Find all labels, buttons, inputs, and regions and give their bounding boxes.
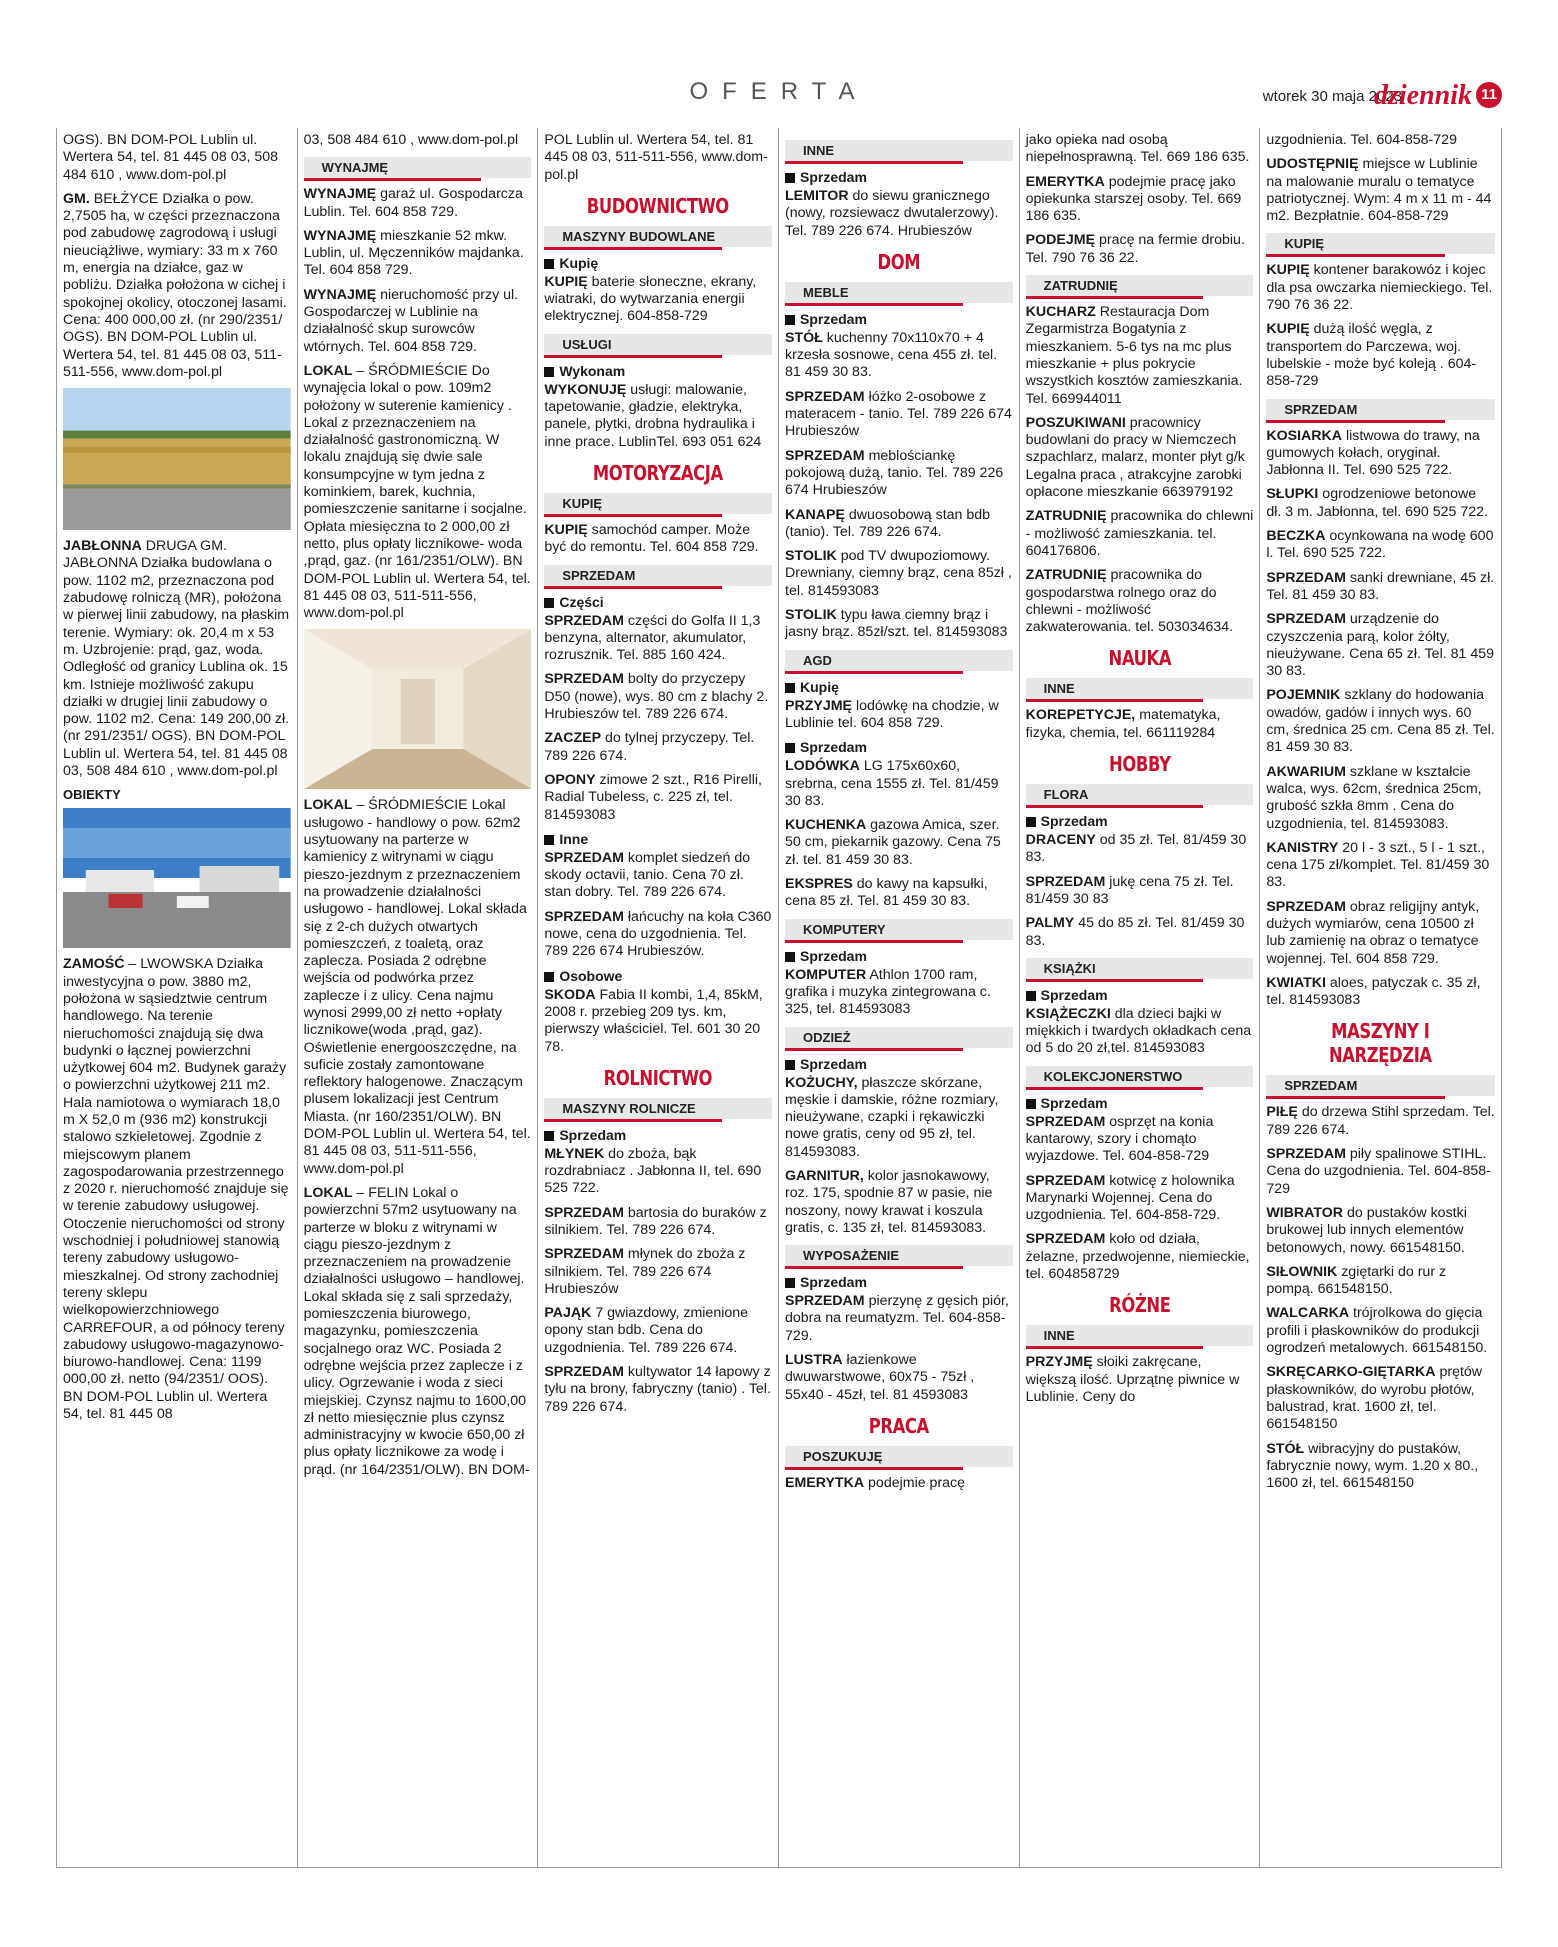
ad: SPRZEDAM koło od działa, żelazne, przedwojenne, niemieckie, tel. 604858729: [1025, 1231, 1250, 1283]
ad: PIŁĘ do drzewa Stihl sprzedam. Tel. 789 226 674.: [1266, 1104, 1495, 1138]
section-header-flora: FLORA: [1026, 784, 1254, 805]
ad: 03, 508 484 610 , www.dom-pol.pl: [303, 132, 519, 148]
ad: GARNITUR, kolor jasnokawowy, roz. 175, spodnie 87 w pasie, nie noszony, nowy krawat i koszula gratis, c. 135 zł, tel. 814593083.: [785, 1167, 993, 1236]
ad: POJEMNIK szklany do hodowania owadów, gadów i innych wys. 60 cm, średnica 25 cm. Cena 85 zł. Tel. 81 459 30 83.: [1266, 687, 1495, 756]
ad: WYNAJMĘ garaż ul. Gospodarcza Lublin. Tel. 604 858 729.: [303, 186, 523, 220]
column-5: [1020, 128, 1261, 1867]
ad: KOREPETYCJE, matematyka, fizyka, chemia, tel. 661119284: [1025, 707, 1221, 741]
ad: PALMY 45 do 85 zł. Tel. 81/459 30 83.: [1025, 915, 1245, 949]
ad: LUSTRA łazienkowe dwuwarstwowe, 60x75 - 75zł , 55x40 - 45zł, tel. 81 4593083: [785, 1352, 975, 1403]
ad: PAJĄK 7 gwiazdowy, zmienione opony stan bdb. Cena do uzgodnienia. Tel. 789 226 674.: [544, 1305, 749, 1356]
page-header: [56, 72, 1502, 120]
ad: POSZUKIWANI pracownicy budowlani do pracy w Niemczech szpachlarz, malarz, monter płyt g/k Legalna praca , atrakcyjne zarobki opłacone mieszkanie 663979192: [1025, 414, 1245, 501]
ad: SPRZEDAM osprzęt na konia kantarowy, szory i chomąto wyjazdowe. Tel. 604-858-729: [1025, 1113, 1214, 1165]
subsection-czesci: Części: [544, 594, 772, 610]
ad: ZATRUDNIĘ pracownika do gospodarstwa rolnego oraz do chlewni - możliwość zakwaterowania. tel. 503034634.: [1025, 567, 1234, 636]
subsection-sprzedam: Sprzedam: [544, 1127, 772, 1143]
subsection-sprzedam: Sprzedam: [785, 1274, 1013, 1290]
ad: SPRZEDAM meblościankę pokojową dużą, tanio. Tel. 789 226 674 Hrubieszów: [785, 447, 1004, 499]
ad: STÓŁ wibracyjny do pustaków, fabrycznie nowy, wym. 1.20 x 80., 1600 zł, tel. 661548150: [1266, 1440, 1479, 1492]
ad: SPRZEDAM bartosia do buraków z silnikiem. Tel. 789 226 674.: [544, 1204, 767, 1238]
interior-corridor-photo: [304, 629, 532, 789]
section-header-poszukuje: POSZUKUJĘ: [785, 1446, 1013, 1467]
ad: GM. BEŁŻYCE Działka o pow. 2,7505 ha, w części przeznaczona pod zabudowę zagrodową i usługi nieuciążliwe, wymiary: 33 m x 760 m, energia na działce, gaz w pobliżu. Działka położona w cichej i spokojnej okolicy, otoczonej lasami. Cena: 400 000,00 zł. (nr 290/2351/ OGS). BN DOM-POL Lublin ul. Wertera 54, tel. 81 445 08 03, 511-511-556, www.dom-pol.pl: [63, 190, 287, 380]
ad: KUCHENKA gazowa Amica, szer. 50 cm, piekarnik gazowy. Cena 75 zł. tel. 81 459 30 83.: [785, 817, 1001, 868]
ad: SPRZEDAM bolty do przyczepy D50 (nowe), wys. 80 cm z blachy 2. Hrubieszów tel. 789 226 674.: [544, 671, 769, 723]
ad: KANAPĘ dwuosobową stan bdb (tanio). Tel. 789 226 674.: [785, 506, 991, 540]
section-header-ksiazki: KSIĄŻKI: [1026, 958, 1254, 979]
section-header-inne: INNE: [1026, 678, 1254, 699]
ad: SPRZEDAM obraz religijny antyk, dużych wymiarów, cena 10500 zł lub zamienię na obraz o tematyce wojennej. Tel. 604 858 729.: [1266, 898, 1480, 967]
ad: ZATRUDNIĘ pracownika do chlewni - możliwość zamieszkania. tel. 604176806.: [1025, 508, 1254, 559]
section-header-obiekty: OBIEKTY: [63, 787, 121, 803]
section-header-odziez: ODZIEŻ: [785, 1027, 1013, 1048]
ad: SPRZEDAM kultywator 14 łapowy z tyłu na brony, fabryczny (tanio) . Tel. 789 226 674.: [544, 1364, 771, 1415]
ad: SPRZEDAM kotwicę z holownika Marynarki Wojennej. Cena do uzgodnienia. Tel. 604-858-729.: [1025, 1172, 1235, 1224]
ad: EMERYTKA podejmie pracę: [785, 1474, 966, 1491]
field-photo: [63, 388, 291, 530]
ad: WYNAJMĘ mieszkanie 52 mkw. Lublin, ul. Męczenników majdanka. Tel. 604 858 729.: [303, 227, 524, 279]
ad: SKODA Fabia II kombi, 1,4, 85kM, 2008 r. przebieg 209 tys. km, pierwszy właściciel. Tel. 601 30 20 78.: [544, 986, 763, 1055]
category-motoryzacja: MOTORYZACJA: [593, 460, 724, 485]
category-budownictwo: BUDOWNICTWO: [587, 193, 730, 218]
ad: WALCARKA trójrolkowa do gięcia profili i płaskowników do produkcji ogrodzeń metalowych. 661548150.: [1266, 1305, 1488, 1357]
ad: LOKAL – ŚRÓDMIEŚCIE Lokal usługowo - handlowy o pow. 62m2 usytuowany na parterze w kamienicy z witrynami w ciągu pieszo-jezdnym z przeznaczeniem na prowadzenie działalności usługowo - handlowej. Lokal składa się z 2-ch dużych otwartych pomieszczeń, z toaletą, oraz zaplecza. Posiada 2 odrębne wejścia od podwórka przez zaplecze i z ulicy. Cena najmu wynosi 2999,00 zł netto +opłaty licznikowe(woda ,prąd, gaz). Oświetlenie energooszczędne, na suficie zostały zamontowane reflektory halogenowe. Znaczącym plusem lokalizacji jest Centrum Miasta. (nr 160/2351/OLW). BN DOM-POL Lublin ul. Wertera 54, tel. 81 445 08 03, 511-511-556, www.dom-pol.pl: [303, 797, 531, 1177]
ad: KOŻUCHY, płaszcze skórzane, męskie i damskie, różne rozmiary, nieużywane, czapki i rękawiczki nowe gratis, ceny od 95 zł, tel. 814593083.: [785, 1074, 999, 1160]
ad: EMERYTKA podejmie pracę jako opiekunka starszej osoby. Tel. 669 186 635.: [1025, 173, 1242, 225]
column-2: [298, 128, 539, 1867]
subsection-inne: Inne: [544, 831, 772, 847]
category-nauka: NAUKA: [1108, 646, 1171, 671]
classifieds-grid: [56, 128, 1502, 1868]
ad: KSIĄŻECZKI dla dzieci bajki w miękkich i twardych okładkach cena od 5 do 20 zł,tel. 814593083: [1025, 1005, 1252, 1057]
ad: SPRZEDAM pierzynę z gęsich piór, dobra na reumatyzm. Tel. 604-858-729.: [785, 1293, 1009, 1344]
section-header-agd: AGD: [785, 650, 1013, 671]
ad: SPRZEDAM komplet siedzeń do skody octavii, tanio. Cena 70 zł. stan dobry. Tel. 789 226 674.: [544, 849, 751, 901]
ad: STOLIK typu ława ciemny brąz i jasny brąz. 85zł/szt. tel. 814593083: [785, 607, 1008, 641]
section-header-wyposazenie: WYPOSAŻENIE: [785, 1245, 1013, 1266]
ad: LODÓWKA LG 175x60x60, srebrna, cena 1555 zł. Tel. 81/459 30 83.: [785, 758, 999, 809]
ad: UDOSTĘPNIĘ miejsce w Lublinie na malowanie muralu o tematyce patriotycznej. Wym: 4 m x 11 m - 44 m2. Bezpłatnie. 604-858-729: [1266, 156, 1492, 225]
category-dom: DOM: [877, 249, 921, 274]
ad: KUCHARZ Restauracja Dom Zegarmistrza Bogatynia z mieszkaniem. 5-6 tys na mc plus mieszkanie + plus pokrycie wszystkich kosztów zamieszkania. Tel. 669944011: [1025, 304, 1243, 407]
column-4: [779, 128, 1020, 1867]
subsection-sprzedam: Sprzedam: [785, 948, 1013, 964]
subsection-sprzedam: Sprzedam: [1026, 987, 1254, 1003]
section-header-kupie: KUPIĘ: [544, 493, 772, 514]
ad: KWIATKI aloes, patyczak c. 35 zł, tel. 814593083: [1266, 974, 1481, 1009]
ad: EKSPRES do kawy na kapsułki, cena 85 zł. Tel. 81 459 30 83.: [785, 876, 988, 910]
section-header-inne: INNE: [785, 140, 1013, 161]
section-title: OFERTA: [689, 78, 869, 105]
ad: LEMITOR do siewu granicznego (nowy, rozsiewacz dwutalerzowy). Tel. 789 226 674. Hrubieszów: [785, 188, 999, 239]
issue-date: wtorek 30 maja 2023: [1262, 88, 1402, 105]
category-rozne: RÓŻNE: [1108, 1293, 1171, 1318]
ad: uzgodnienia. Tel. 604-858-729: [1266, 132, 1457, 148]
ad: jako opieka nad osobą niepełnosprawną. Tel. 669 186 635.: [1025, 132, 1250, 166]
ad: KANISTRY 20 l - 3 szt., 5 l - 1 szt., cena 175 zł/komplet. Tel. 81/459 30 83.: [1266, 839, 1490, 891]
ad: POL Lublin ul. Wertera 54, tel. 81 445 08 03, 511-511-556, www.dom-pol.pl: [544, 132, 768, 183]
ad: KUPIĘ baterie słoneczne, ekrany, wiatraki, do wytwarzania energii elektrycznej. 604-858-729: [544, 273, 757, 325]
section-header-inne: INNE: [1026, 1325, 1254, 1346]
ad: BECZKA ocynkowana na wodę 600 l. Tel. 690 525 722.: [1266, 528, 1494, 562]
section-header-kolekcjonerstwo: KOLEKCJONERSTWO: [1026, 1066, 1254, 1087]
column-3: [538, 128, 779, 1867]
subsection-sprzedam: Sprzedam: [785, 311, 1013, 327]
ad: WYKONUJĘ usługi: malowanie, tapetowanie, gładzie, elektryka, panele, płytki, drobna hydraulika i inne prace. LublinTel. 693 051 624: [544, 381, 762, 450]
section-header-wynajme: WYNAJMĘ: [304, 157, 532, 178]
subsection-osobowe: Osobowe: [544, 968, 772, 984]
ad: PODEJMĘ pracę na fermie drobiu. Tel. 790 76 36 22.: [1025, 232, 1245, 266]
section-header-meble: MEBLE: [785, 282, 1013, 303]
subsection-sprzedam: Sprzedam: [785, 739, 1013, 755]
subsection-sprzedam: Sprzedam: [785, 169, 1013, 185]
ad: SPRZEDAM sanki drewniane, 45 zł. Tel. 81 459 30 83.: [1266, 569, 1495, 603]
category-maszyny-i-narzedzia: MASZYNY I NARZĘDZIA: [1329, 1019, 1433, 1068]
ad: WIBRATOR do pustaków kostki brukowej lub innych elementów betonowych, nowy. 661548150.: [1266, 1204, 1467, 1256]
column-1: [57, 128, 298, 1867]
subsection-sprzedam: Sprzedam: [1026, 1095, 1254, 1111]
ad: KOSIARKA listwowa do trawy, na gumowych kołach, oryginał. Jabłonna II. Tel. 690 525 722.: [1266, 427, 1480, 479]
category-praca: PRACA: [868, 1413, 929, 1438]
ad: WYNAJMĘ nieruchomość przy ul. Gospodarczej w Lublinie na działalność skup surowców wtórnych. Tel. 604 858 729.: [303, 286, 519, 355]
ad: PRZYJMĘ słoiki zakręcane, większą ilość. Uprzątnę piwnice w Lublinie. Ceny do: [1025, 1354, 1240, 1405]
subsection-sprzedam: Sprzedam: [1026, 813, 1254, 829]
subsection-wykonam: Wykonam: [544, 363, 772, 379]
section-header-maszyny-budowlane: MASZYNY BUDOWLANE: [544, 226, 772, 247]
ad: SPRZEDAM młynek do zboża z silnikiem. Tel. 789 226 674 Hrubieszów: [544, 1246, 746, 1297]
ad: LOKAL – FELIN Lokal o powierzchni 57m2 usytuowany na parterze w bloku z witrynami w ciągu pieszo-jezdnym z przeznaczeniem na prowadzenie działalności usługowo – handlowej. Lokal składa się z sali sprzedaży, pomieszczenia biurowego, magazynku, pomieszczenia socjalnego oraz WC. Posiada 2 odrębne wejścia przez zaplecze i z ulicy. Ogrzewanie i woda z sieci miejskiej. Czynsz najmu to 1600,00 zł netto miesięcznie plus czynsz administracyjny w kwocie 650,00 zł plus opłaty licznikowe za wodę i prąd. (nr 164/2351/OLW). BN DOM-: [303, 1184, 530, 1478]
ad: ZAMOŚĆ – LWOWSKA Działka inwestycyjna o pow. 3880 m2, położona w sąsiedztwie centrum handlowego. Na terenie nieruchomości znajdują się dwa budynki o łącznej powierzchni użytkowej 604 m2. Budynek garaży o powierzchni użytkowej 211 m2. Hala namiotowa o wymiarach 18,0 m X 52,0 m (936 m2) konstrukcji stalowo szkieletowej. Zgodnie z miejscowym planem zagospodarowania przestrzennego z 2020 r. nieruchomość znajduje się w terenie zabudowy usługowej. Otoczenie nieruchomości od strony wschodniej i południowej stanowią tereny zabudowy usługowo-mieszkalnej. Od strony zachodniej tereny sklepu wielkopowierzchniowego CARREFOUR, a od północy tereny zabudowy usługowo-magazynowo-biurowo-handlowej. Cena: 1199 000,00 zł. netto (94/2351/ OOS). BN DOM-POL Lublin ul. Wertera 54, tel. 81 445 08: [63, 956, 289, 1423]
subsection-sprzedam: Sprzedam: [785, 1056, 1013, 1072]
ad: KUPIĘ samochód camper. Może być do remontu. Tel. 604 858 729.: [544, 521, 759, 556]
ad: KUPIĘ dużą ilość węgla, z transportem do Parczewa, woj. lubelskie - może być koleją . 604-858-729: [1266, 321, 1477, 390]
section-header-sprzedam: SPRZEDAM: [544, 565, 772, 586]
section-header-zatrudnie: ZATRUDNIĘ: [1026, 275, 1254, 296]
ad: SŁUPKI ogrodzeniowe betonowe dł. 3 m. Jabłonna, tel. 690 525 722.: [1266, 486, 1488, 520]
ad: SPRZEDAM łańcuchy na koła C360 nowe, cena do uzgodnienia. Tel. 789 226 674 Hrubieszów.: [544, 908, 772, 960]
ad: SPRZEDAM piły spalinowe STIHL. Cena do uzgodnienia. Tel. 604-858-729: [1266, 1146, 1491, 1197]
ad: OGS). BN DOM-POL Lublin ul. Wertera 54, tel. 81 445 08 03, 508 484 610 , www.dom-pol.pl: [63, 132, 279, 183]
section-header-sprzedam: SPRZEDAM: [1266, 1075, 1495, 1096]
ad: JABŁONNA DRUGA GM. JABŁONNA Działka budowlana o pow. 1102 m2, przeznaczona pod zabudowę rolniczą (MR), położona w pierwej linii zabudowy, na płaskim terenie. Wymiary: ok. 20,4 m x 53 m. Uzbrojenie: prąd, gaz, woda. Odległość od granicy Lublina ok. 15 km. Istnieje możliwość zakupu działki w drugiej linii zabudowy o pow. 1102 m2. Cena: 149 200,00 zł. (nr 291/2351/ OGS). BN DOM-POL Lublin ul. Wertera 54, tel. 81 445 08 03, 508 484 610 , www.dom-pol.pl: [63, 538, 290, 780]
ad: SIŁOWNIK zgiętarki do rur z pompą. 661548150.: [1266, 1263, 1447, 1298]
commercial-lot-photo: [63, 808, 291, 948]
subsection-kupie: Kupię: [785, 679, 1013, 695]
category-rolnictwo: ROLNICTWO: [603, 1065, 713, 1090]
ad: SPRZEDAM części do Golfa II 1,3 benzyna, alternator, akumulator, rozrusznik. Tel. 885 160 424.: [544, 612, 761, 664]
page-number: 11: [1476, 82, 1502, 108]
ad: SKRĘCARKO-GIĘTARKA prętów płaskowników, do wyrobu płotów, balustrad, krat. 1600 zł, tel. 661548150: [1266, 1364, 1483, 1433]
ad: LOKAL – ŚRÓDMIEŚCIE Do wynajęcia lokal o pow. 109m2 położony w suterenie kamienicy . Lokal z przeznaczeniem na działalność gastronomiczną. W lokalu znajdują się dwie sale konsumpcyjne w tym jedna z kominkiem, barek, kuchnia, pomieszczenie sanitarne i socjalne. Opłata miesięczna to 2 000,00 zł netto, plus opłaty licznikowe- woda ,prąd, gaz. (nr 161/2351/OLW). BN DOM-POL Lublin ul. Wertera 54, tel. 81 445 08 03, 511-511-556, www.dom-pol.pl: [303, 362, 531, 622]
column-6: [1260, 128, 1501, 1867]
newspaper-logo: dziennik: [1373, 80, 1472, 111]
ad: DRACENY od 35 zł. Tel. 81/459 30 83.: [1025, 832, 1247, 866]
ad: SPRZEDAM jukę cena 75 zł. Tel. 81/459 30 83: [1025, 873, 1234, 907]
ad: AKWARIUM szklane w kształcie walca, wys. 62cm, średnica 25cm, grubość szkła 8mm . Cena do uzgodnienia, tel. 814593083.: [1266, 763, 1482, 832]
ad: SPRZEDAM łóżko 2-osobowe z materacem - tanio. Tel. 789 226 674 Hrubieszów: [785, 388, 1012, 440]
section-header-uslugi: USŁUGI: [544, 334, 772, 355]
ad: ZACZEP do tylnej przyczepy. Tel. 789 226 674.: [544, 730, 755, 764]
ad: KOMPUTER Athlon 1700 ram, grafika i muzyka zintegrowana c. 325, tel. 814593083: [785, 966, 991, 1018]
ad: KUPIĘ kontener barakowóz i kojec dla psa owczarka niemieckiego. Tel. 790 76 36 22.: [1266, 262, 1493, 314]
section-header-sprzedam: SPRZEDAM: [1266, 399, 1495, 420]
ad: STOLIK pod TV dwupoziomowy. Drewniany, ciemny brąz, cena 85zł , tel. 814593083: [785, 548, 1012, 599]
ad: OPONY zimowe 2 szt., R16 Pirelli, Radial Tubeless, c. 225 zł, tel. 814593083: [544, 771, 762, 823]
section-header-komputery: KOMPUTERY: [785, 919, 1013, 940]
category-hobby: HOBBY: [1108, 752, 1171, 777]
ad: MŁYNEK do zboża, bąk rozdrabniacz . Jabłonna II, tel. 690 525 722.: [544, 1145, 762, 1197]
subsection-kupie: Kupię: [544, 255, 772, 271]
section-header-maszyny-rolnicze: MASZYNY ROLNICZE: [544, 1098, 772, 1119]
section-header-kupie: KUPIĘ: [1266, 233, 1495, 254]
ad: STÓŁ kuchenny 70x110x70 + 4 krzesła sosnowe, cena 455 zł. tel. 81 459 30 83.: [785, 329, 998, 381]
ad: PRZYJMĘ lodówkę na chodzie, w Lublinie tel. 604 858 729.: [785, 697, 999, 731]
ad: SPRZEDAM urządzenie do czyszczenia parą, kolor żółty, nieużywane. Cena 65 zł. Tel. 81 459 30 83.: [1266, 611, 1495, 680]
